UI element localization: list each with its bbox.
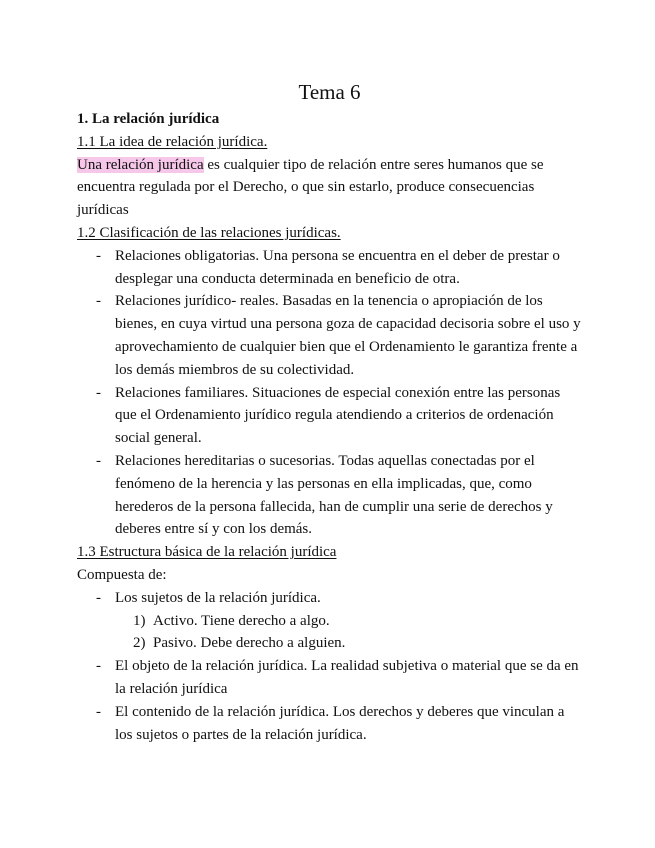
dash-marker: - bbox=[96, 703, 101, 720]
list-item-text: Relaciones obligatorias. Una persona se encuentra en el deber de prestar o desplegar una conducta determinada en beneficio de otra. bbox=[115, 247, 560, 287]
structure-intro: Compuesta de: bbox=[77, 566, 167, 583]
dash-marker: - bbox=[96, 589, 101, 606]
section-heading: 1. La relación jurídica bbox=[77, 111, 220, 127]
list-item-text: Los sujetos de la relación jurídica. bbox=[115, 589, 321, 606]
sublist-item bbox=[77, 610, 582, 633]
list-item bbox=[77, 655, 582, 701]
structure-list bbox=[77, 587, 582, 610]
sublist-number: 2) bbox=[133, 635, 146, 652]
dash-marker: - bbox=[96, 293, 101, 310]
dash-marker: - bbox=[96, 452, 101, 469]
list-item-text: El contenido de la relación jurídica. Los derechos y deberes que vinculan a los sujetos o partes de la relación jurídica. bbox=[115, 703, 565, 743]
subsection-heading-1-3: 1.3 Estructura básica de la relación jurídica bbox=[77, 544, 337, 561]
document-page bbox=[77, 78, 582, 746]
list-item-text: Relaciones jurídico- reales. Basadas en la tenencia o apropiación de los bienes, en cuya virtud una persona goza de capacidad decisoria sobre el uso y aprovechamiento de cualquier bien que el Ordenamiento le garantiza frente a los demás miembros de su colectividad. bbox=[115, 293, 581, 378]
structure-list-continued bbox=[77, 655, 582, 746]
sublist-item-text: Activo. Tiene derecho a algo. bbox=[153, 612, 330, 629]
subjects-sublist bbox=[77, 610, 582, 656]
dash-marker: - bbox=[96, 247, 101, 264]
sublist-number: 1) bbox=[133, 612, 146, 629]
list-item bbox=[77, 290, 582, 381]
list-item bbox=[77, 701, 582, 747]
list-item bbox=[77, 450, 582, 541]
highlighted-term: Una relación jurídica bbox=[77, 156, 204, 173]
subsection-heading-1-1: 1.1 La idea de relación jurídica. bbox=[77, 133, 268, 150]
dash-marker: - bbox=[96, 384, 101, 401]
classification-list bbox=[77, 245, 582, 541]
list-item bbox=[77, 587, 582, 610]
definition-text: es cualquier tipo de relación entre seres humanos que se encuentra regulada por el Derecho, o que sin estarlo, produce consecuencias jurídicas bbox=[77, 156, 544, 219]
list-item bbox=[77, 382, 582, 450]
subsection-heading-1-2: 1.2 Clasificación de las relaciones jurídicas. bbox=[77, 224, 341, 241]
dash-marker: - bbox=[96, 658, 101, 675]
list-item-text: El objeto de la relación jurídica. La realidad subjetiva o material que se da en la relación jurídica bbox=[115, 658, 579, 697]
list-item bbox=[77, 245, 582, 291]
list-item-text: Relaciones familiares. Situaciones de especial conexión entre las personas que el Ordenamiento jurídico regula atendiendo a criterios de ordenación social general. bbox=[115, 384, 561, 447]
page-title: Tema 6 bbox=[298, 80, 361, 104]
list-item-text: Relaciones hereditarias o sucesorias. Todas aquellas conectadas por el fenómeno de la herencia y las personas en ella implicadas, que, como herederos de la persona fallecida, han de cumplir una serie de derechos y deberes entre sí y con los demás. bbox=[115, 452, 553, 538]
sublist-item-text: Pasivo. Debe derecho a alguien. bbox=[153, 635, 346, 652]
definition-paragraph bbox=[77, 154, 582, 222]
sublist-item bbox=[77, 632, 582, 655]
